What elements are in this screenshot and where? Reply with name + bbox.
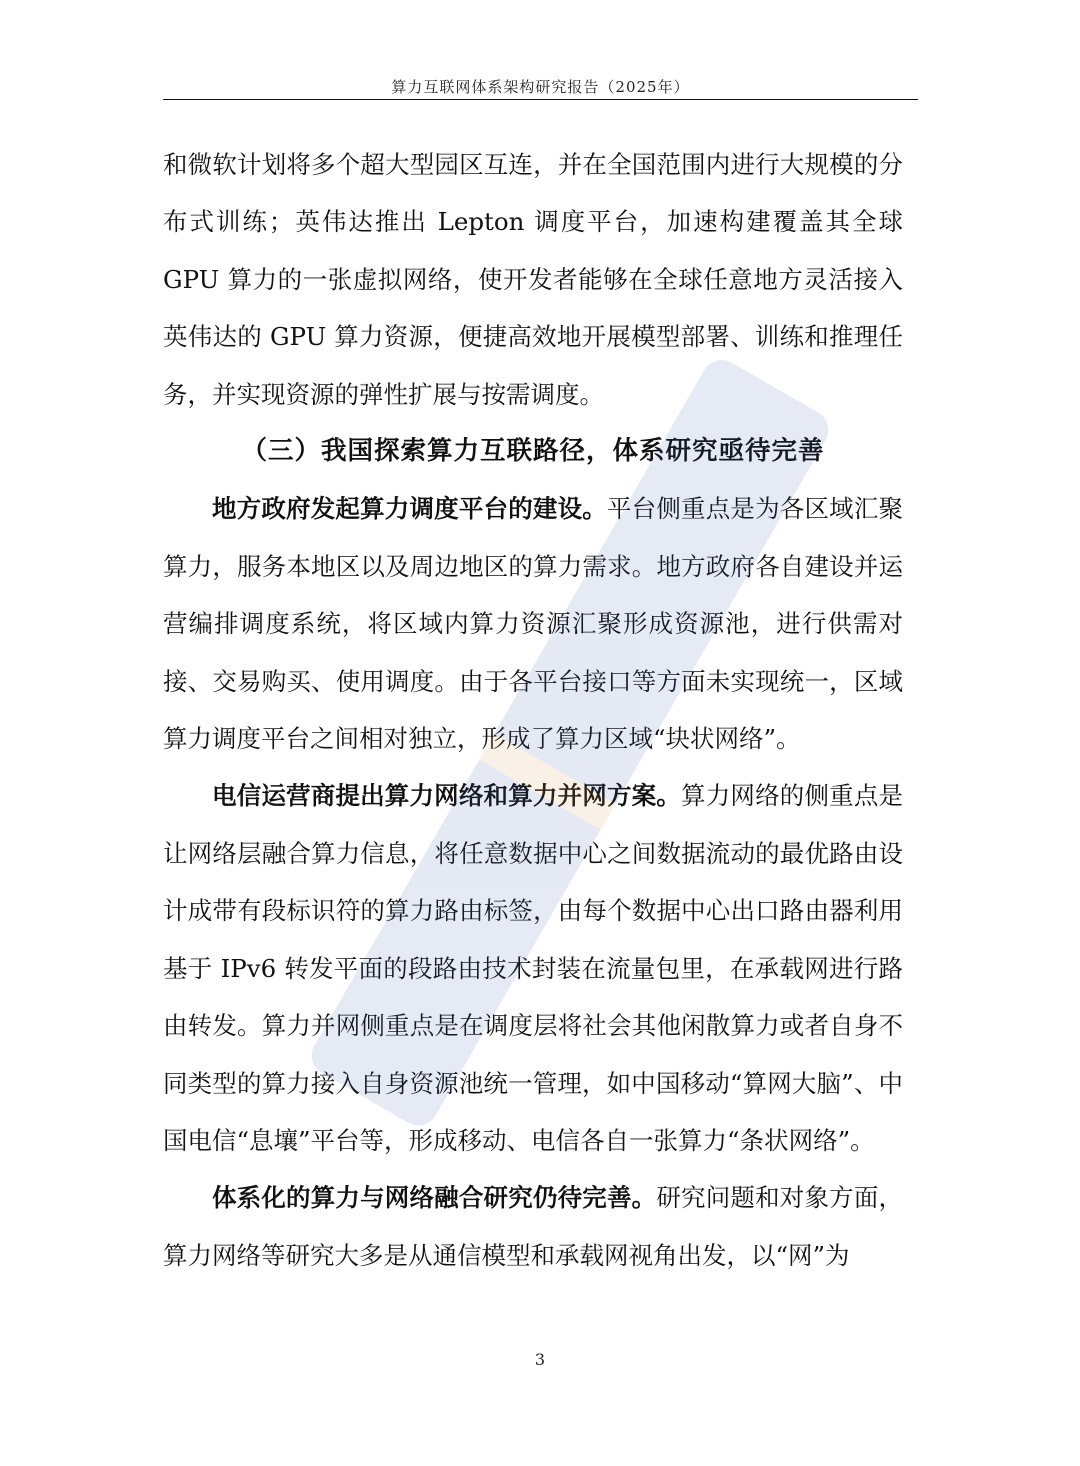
paragraph-3: [163, 767, 903, 1169]
page-number: 3: [534, 1350, 546, 1369]
header-rule: [163, 99, 918, 100]
paragraph-2-text: 平台侧重点是为各区域汇聚算力，服务本地区以及周边地区的算力需求。地方政府各自建设并运营编排调度系统，将区域内算力资源汇聚形成资源池，进行供需对接、交易购买、使用调度。由于各平台接口等方面未实现统一，区域算力调度平台之间相对独立，形成了算力区域“块状网络”。: [163, 494, 904, 754]
body-content: [163, 136, 903, 1284]
paragraph-4: [163, 1169, 903, 1284]
running-header: 算力互联网体系架构研究报告（2025年）: [391, 78, 690, 96]
section-heading: （三）我国探索算力互联路径，体系研究亟待完善: [241, 436, 825, 467]
paragraph-4-text: 研究问题和对象方面，算力网络等研究大多是从通信模型和承载网视角出发，以“网”为: [163, 1183, 904, 1270]
paragraph-1: 和微软计划将多个超大型园区互连，并在全国范围内进行大规模的分布式训练；英伟达推出 Lepton 调度平台，加速构建覆盖其全球 GPU 算力的一张虚拟网络，使开发者能够在全球任意地方灵活接入英伟达的 GPU 算力资源，便捷高效地开展模型部署、训练和推理任务，并实现资源的弹性扩展与按需调度。: [163, 150, 903, 409]
paragraph-3-lead: 电信运营商提出算力网络和算力并网方案。: [212, 781, 682, 811]
paragraph-3-text: 算力网络的侧重点是让网络层融合算力信息，将任意数据中心之间数据流动的最优路由设计成带有段标识符的算力路由标签，由每个数据中心出口路由器利用基于 IPv6 转发平面的段路由技术封装在流量包里，在承载网进行路由转发。算力并网侧重点是在调度层将社会其他闲散算力或者自身不同类型的算力接入自身资源池统一管理，如中国移动“算网大脑”、中国电信“息壤”平台等，形成移动、电信各自一张算力“条状网络”。: [163, 781, 904, 1155]
paragraph-4-lead: 体系化的算力与网络融合研究仍待完善。: [212, 1183, 657, 1213]
paragraph-2-lead: 地方政府发起算力调度平台的建设。: [212, 494, 607, 524]
paragraph-2: [163, 480, 903, 767]
